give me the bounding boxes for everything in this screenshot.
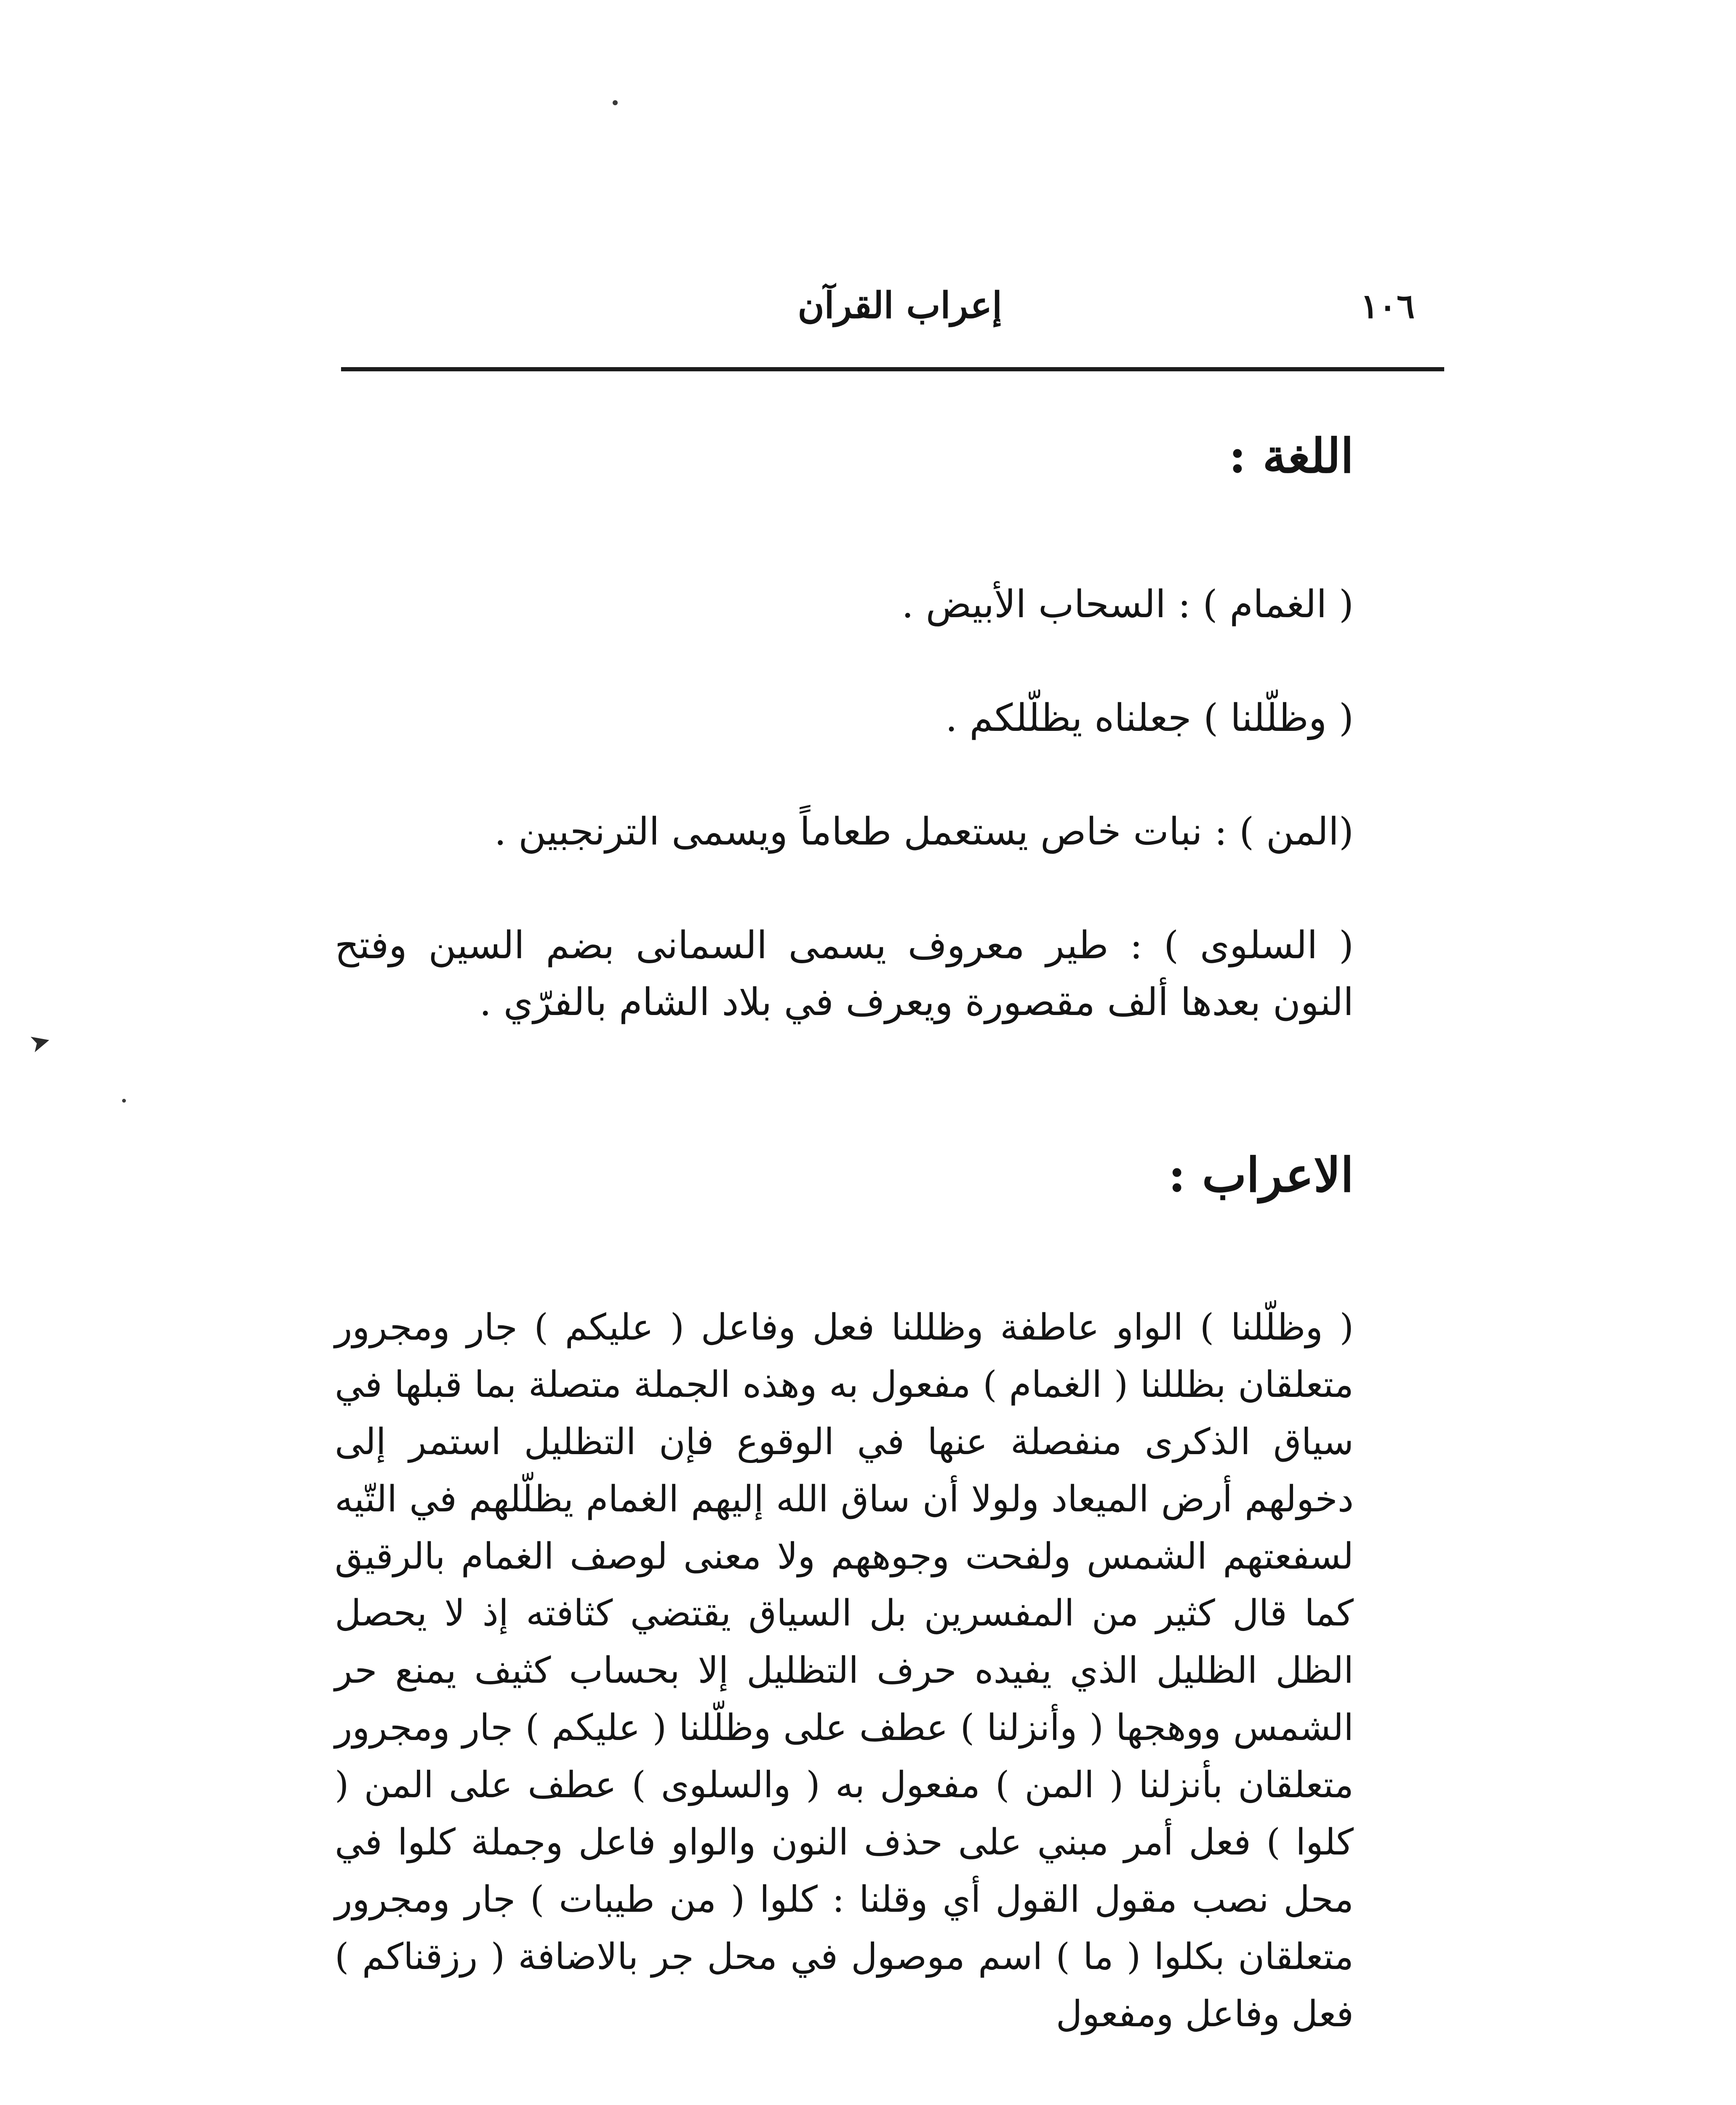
lexicon-entry-zallalna: ( وظلّلنا ) جعلناه يظلّلكم .: [945, 696, 1354, 740]
scan-edge-mark: ➤: [26, 1025, 54, 1059]
scan-speck: [613, 100, 618, 105]
header-divider: [341, 367, 1444, 371]
lexicon-heading: اللغة :: [1229, 429, 1354, 484]
page-number: ١٠٦: [1360, 286, 1415, 326]
lexicon-entry-salwa: ( السلوى ) : طير معروف يسمى السمانى بضم السين وفتح النون بعدها ألف مقصورة ويعرف في بلاد الشام بالفرّي .: [335, 923, 1354, 1024]
lexicon-entry-ghamam: ( الغمام ) : السحاب الأبيض .: [901, 582, 1354, 626]
irab-paragraph: ( وظلّلنا ) الواو عاطفة وظللنا فعل وفاعل ( عليكم ) جار ومجرور متعلقان بظللنا ( الغمام ) مفعول به وهذه الجملة متصلة بما قبلها في سياق الذكرى منفصلة عنها في الوقوع فإن التظليل استمر إلى دخولهم أرض الميعاد ولولا أن ساق الله إليهم الغمام يظلّلهم في التّيه لسفعتهم الشمس ولفحت وجوههم ولا معنى لوصف الغمام بالرقيق كما قال كثير من المفسرين بل السياق يقتضي كثافته إذ لا يحصل الظل الظليل الذي يفيده حرف التظليل إلا بحساب كثيف يمنع حر الشمس ووهجها ( وأنزلنا ) عطف على وظلّلنا ( عليكم ) جار ومجرور متعلقان بأنزلنا ( المن ) مفعول به ( والسلوى ) عطف على المن ( كلوا ) فعل أمر مبني على حذف النون والواو فاعل وجملة كلوا في محل نصب مقول القول أي وقلنا : كلوا ( من طيبات ) جار ومجرور متعلقان بكلوا ( ما ) اسم موصول في محل جر بالاضافة ( رزقناكم ) فعل وفاعل ومفعول: [335, 1306, 1354, 2035]
page-body: [335, 421, 1366, 2043]
page-header: [341, 269, 1444, 341]
irab-heading: الاعراب :: [1168, 1148, 1354, 1203]
lexicon-entry-mann: (المن ) : نبات خاص يستعمل طعاماً ويسمى الترنجبين .: [494, 810, 1354, 854]
scan-speck: [122, 1099, 126, 1103]
running-title: إعراب القرآن: [797, 284, 1002, 327]
